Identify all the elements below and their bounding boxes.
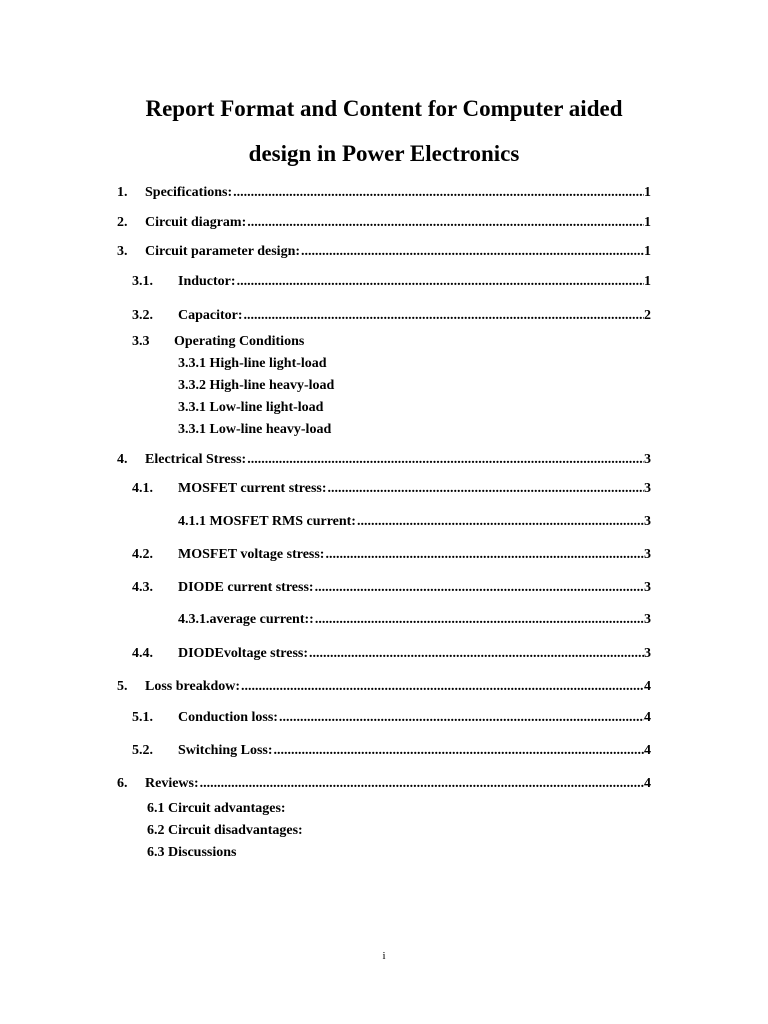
operating-condition-item: 3.3.1 Low-line light-load [178, 400, 324, 415]
toc-label: MOSFET voltage stress: [178, 547, 325, 562]
toc-page-number: 2 [644, 308, 651, 323]
toc-number: 4. [117, 452, 128, 467]
toc-page-number: 3 [644, 514, 651, 529]
toc-entry-diode-current-stress[interactable] [132, 579, 651, 597]
toc-page-number: 3 [644, 481, 651, 496]
toc-entry-diode-voltage-stress[interactable] [132, 645, 651, 663]
toc-entry-reviews[interactable] [117, 775, 651, 793]
toc-page-number: 4 [644, 776, 651, 791]
operating-condition-item: 3.3.1 High-line light-load [178, 356, 327, 371]
toc-leader [315, 611, 644, 629]
toc-number: 3.1. [132, 274, 153, 289]
operating-conditions-heading: Operating Conditions [174, 334, 305, 349]
toc-entry-average-current[interactable] [178, 611, 651, 629]
toc-number: 2. [117, 215, 128, 230]
toc-entry-inductor[interactable] [132, 273, 651, 291]
toc-leader [241, 678, 644, 696]
toc-page-number: 3 [644, 452, 651, 467]
toc-entry-circuit-diagram[interactable] [117, 214, 651, 232]
toc-label: MOSFET current stress: [178, 481, 327, 496]
toc-page-number: 1 [644, 185, 651, 200]
toc-page-number: 3 [644, 547, 651, 562]
toc-number: 4.1. [132, 481, 153, 496]
toc-page-number: 1 [644, 215, 651, 230]
toc-leader [315, 579, 644, 597]
page-footer-number: i [382, 950, 386, 962]
toc-label: Circuit diagram: [145, 215, 247, 230]
toc-entry-conduction-loss[interactable] [132, 709, 651, 727]
toc-entry-mosfet-current-stress[interactable] [132, 480, 651, 498]
toc-entry-mosfet-rms-current[interactable] [178, 513, 651, 531]
toc-label: 4.3.1.average current:: [178, 612, 314, 627]
toc-entry-switching-loss[interactable] [132, 742, 651, 760]
toc-number: 4.3. [132, 580, 153, 595]
operating-condition-item: 3.3.2 High-line heavy-load [178, 378, 335, 393]
toc-number: 5.1. [132, 710, 153, 725]
toc-page-number: 4 [644, 743, 651, 758]
toc-number: 4.4. [132, 646, 153, 661]
toc-number: 3. [117, 244, 128, 259]
toc-entry-circuit-parameter-design[interactable] [117, 243, 651, 261]
toc-leader [328, 480, 644, 498]
toc-number: 5.2. [132, 743, 153, 758]
toc-leader [309, 645, 644, 663]
toc-leader [247, 214, 644, 232]
toc-number: 1. [117, 185, 128, 200]
toc-page-number: 3 [644, 612, 651, 627]
toc-leader [233, 184, 644, 202]
toc-number: 3.2. [132, 308, 153, 323]
toc-label: Conduction loss: [178, 710, 278, 725]
toc-label: Specifications: [145, 185, 233, 200]
toc-page-number: 3 [644, 646, 651, 661]
toc-page-number: 4 [644, 679, 651, 694]
review-item: 6.2 Circuit disadvantages: [147, 823, 303, 838]
toc-label: Circuit parameter design: [145, 244, 301, 259]
toc-leader [325, 546, 644, 564]
review-item: 6.1 Circuit advantages: [147, 801, 286, 816]
toc-page-number: 1 [644, 274, 651, 289]
toc-leader [237, 273, 644, 291]
toc-page-number: 1 [644, 244, 651, 259]
document-title-line-2: design in Power Electronics [248, 141, 520, 166]
toc-number: 4.2. [132, 547, 153, 562]
toc-label: Loss breakdow: [145, 679, 241, 694]
toc-entry-specifications[interactable] [117, 184, 651, 202]
toc-label: DIODEvoltage stress: [178, 646, 309, 661]
toc-leader [274, 742, 644, 760]
toc-page-number: 3 [644, 580, 651, 595]
toc-leader [247, 451, 644, 469]
toc-label: 4.1.1 MOSFET RMS current: [178, 514, 356, 529]
toc-leader [279, 709, 644, 727]
toc-entry-capacitor[interactable] [132, 307, 651, 325]
toc-number: 5. [117, 679, 128, 694]
toc-entry-loss-breakdown[interactable] [117, 678, 651, 696]
document-title-line-1: Report Format and Content for Computer aided [145, 96, 623, 121]
toc-label: Reviews: [145, 776, 199, 791]
toc-leader [200, 775, 644, 793]
review-item: 6.3 Discussions [147, 845, 237, 860]
toc-label: DIODE current stress: [178, 580, 314, 595]
toc-entry-electrical-stress[interactable] [117, 451, 651, 469]
toc-label: Electrical Stress: [145, 452, 247, 467]
toc-leader [301, 243, 644, 261]
toc-entry-mosfet-voltage-stress[interactable] [132, 546, 651, 564]
toc-leader [357, 513, 644, 531]
operating-conditions-number: 3.3 [132, 334, 150, 349]
toc-label: Switching Loss: [178, 743, 273, 758]
operating-condition-item: 3.3.1 Low-line heavy-load [178, 422, 332, 437]
toc-label: Capacitor: [178, 308, 243, 323]
toc-page-number: 4 [644, 710, 651, 725]
toc-leader [244, 307, 644, 325]
toc-number: 6. [117, 776, 128, 791]
toc-label: Inductor: [178, 274, 236, 289]
